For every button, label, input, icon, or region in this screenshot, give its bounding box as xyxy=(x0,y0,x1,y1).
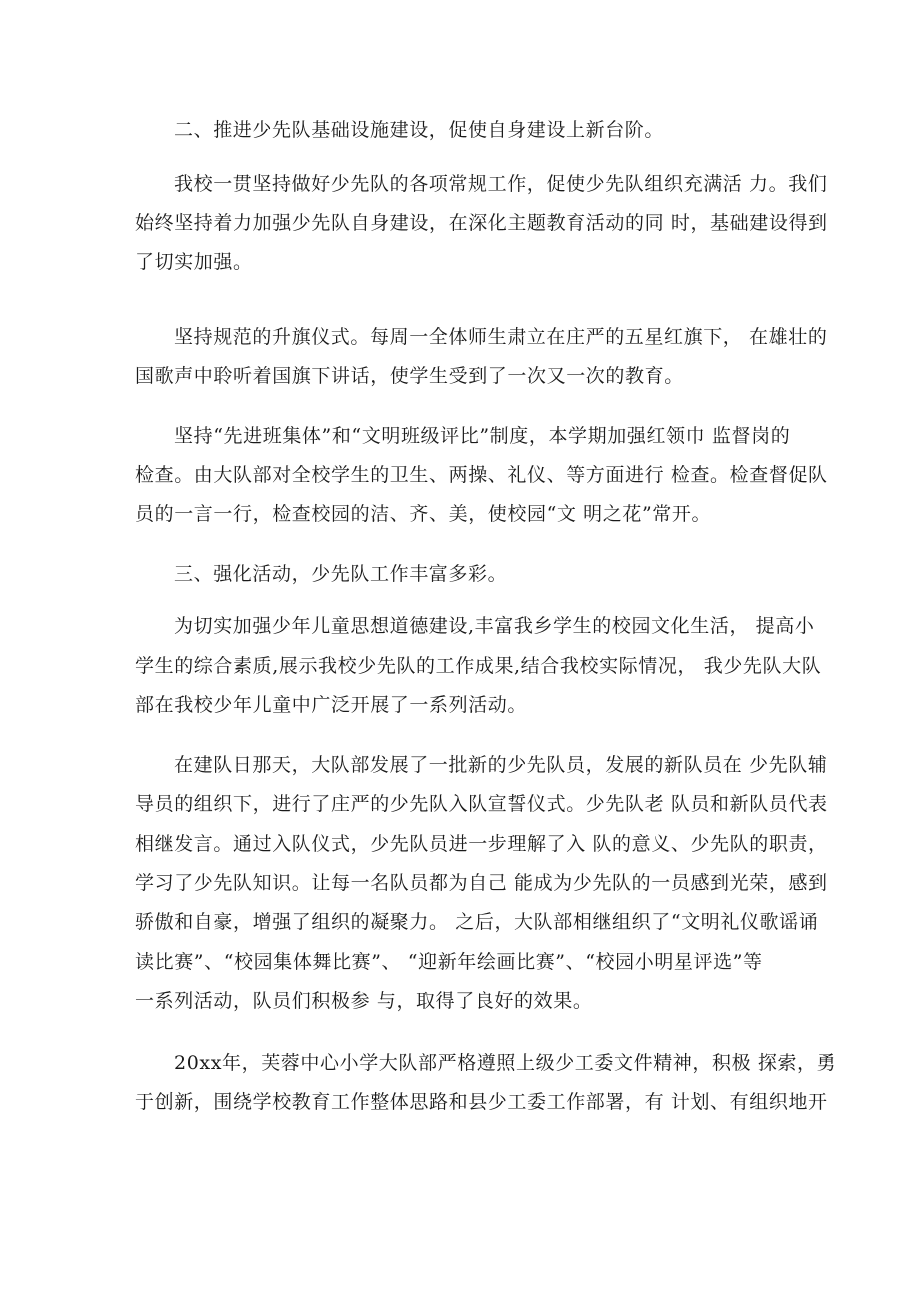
paragraph-line: 坚持“先进班集体”和“文明班级评比”制度，本学期加强红领巾 监督岗的 xyxy=(174,425,791,447)
paragraph-line: 了切实加强。 xyxy=(135,251,253,273)
paragraph-line: 读比赛”、“校园集体舞比赛”、 “迎新年绘画比赛”、“校园小明星评选”等 xyxy=(135,951,763,973)
heading-section-two: 二、推进少先队基础设施建设，促使自身建设上新台阶。 xyxy=(174,119,665,141)
paragraph-line: 员的一言一行，检查校园的洁、齐、美，使校园“文 明之花”常开。 xyxy=(135,503,712,525)
heading-section-three: 三、强化活动，少先队工作丰富多彩。 xyxy=(174,563,508,585)
paragraph-line: 学生的综合素质,展示我校少先队的工作成果,结合我校实际情况， 我少先队大队 xyxy=(135,655,822,677)
paragraph-line: 部在我校少年儿童中广泛开展了一系列活动。 xyxy=(135,694,528,716)
paragraph-line: 坚持规范的升旗仪式。每周一全体师生肃立在庄严的五星红旗下， 在雄壮的 xyxy=(174,326,828,348)
paragraph-line: 一系列活动，队员们积极参 与，取得了良好的效果。 xyxy=(135,990,593,1012)
paragraph-line: 20xx年，芙蓉中心小学大队部严格遵照上级少工委文件精神，积极 探索，勇 xyxy=(174,1052,837,1074)
paragraph-line: 相继发言。通过入队仪式，少先队员进一步理解了入 队的意义、少先队的职责， xyxy=(135,833,828,855)
paragraph-line: 学习了少先队知识。让每一名队员都为自己 能成为少先队的一员感到光荣，感到 xyxy=(135,872,828,894)
paragraph-line: 骄傲和自豪，增强了组织的凝聚力。 之后，大队部相继组织了“文明礼仪歌谣诵 xyxy=(135,911,819,933)
paragraph-line: 检查。由大队部对全校学生的卫生、两操、礼仪、等方面进行 检查。检查督促队 xyxy=(135,464,828,486)
paragraph-line: 我校一贯坚持做好少先队的各项常规工作，促使少先队组织充满活 力。我们 xyxy=(174,173,828,195)
paragraph-line: 在建队日那天，大队部发展了一批新的少先队员，发展的新队员在 少先队辅 xyxy=(174,754,828,776)
paragraph-line: 国歌声中聆听着国旗下讲话，使学生受到了一次又一次的教育。 xyxy=(135,365,684,387)
paragraph-line: 始终坚持着力加强少先队自身建设，在深化主题教育活动的同 时，基础建设得到 xyxy=(135,212,828,234)
paragraph-line: 于创新，围绕学校教育工作整体思路和县少工委工作部署，有 计划、有组织地开 xyxy=(135,1091,828,1113)
paragraph-line: 为切实加强少年儿童思想道德建设,丰富我乡学生的校园文化生活， 提高小 xyxy=(174,615,815,637)
paragraph-line: 导员的组织下，进行了庄严的少先队入队宣誓仪式。少先队老 队员和新队员代表 xyxy=(135,793,828,815)
